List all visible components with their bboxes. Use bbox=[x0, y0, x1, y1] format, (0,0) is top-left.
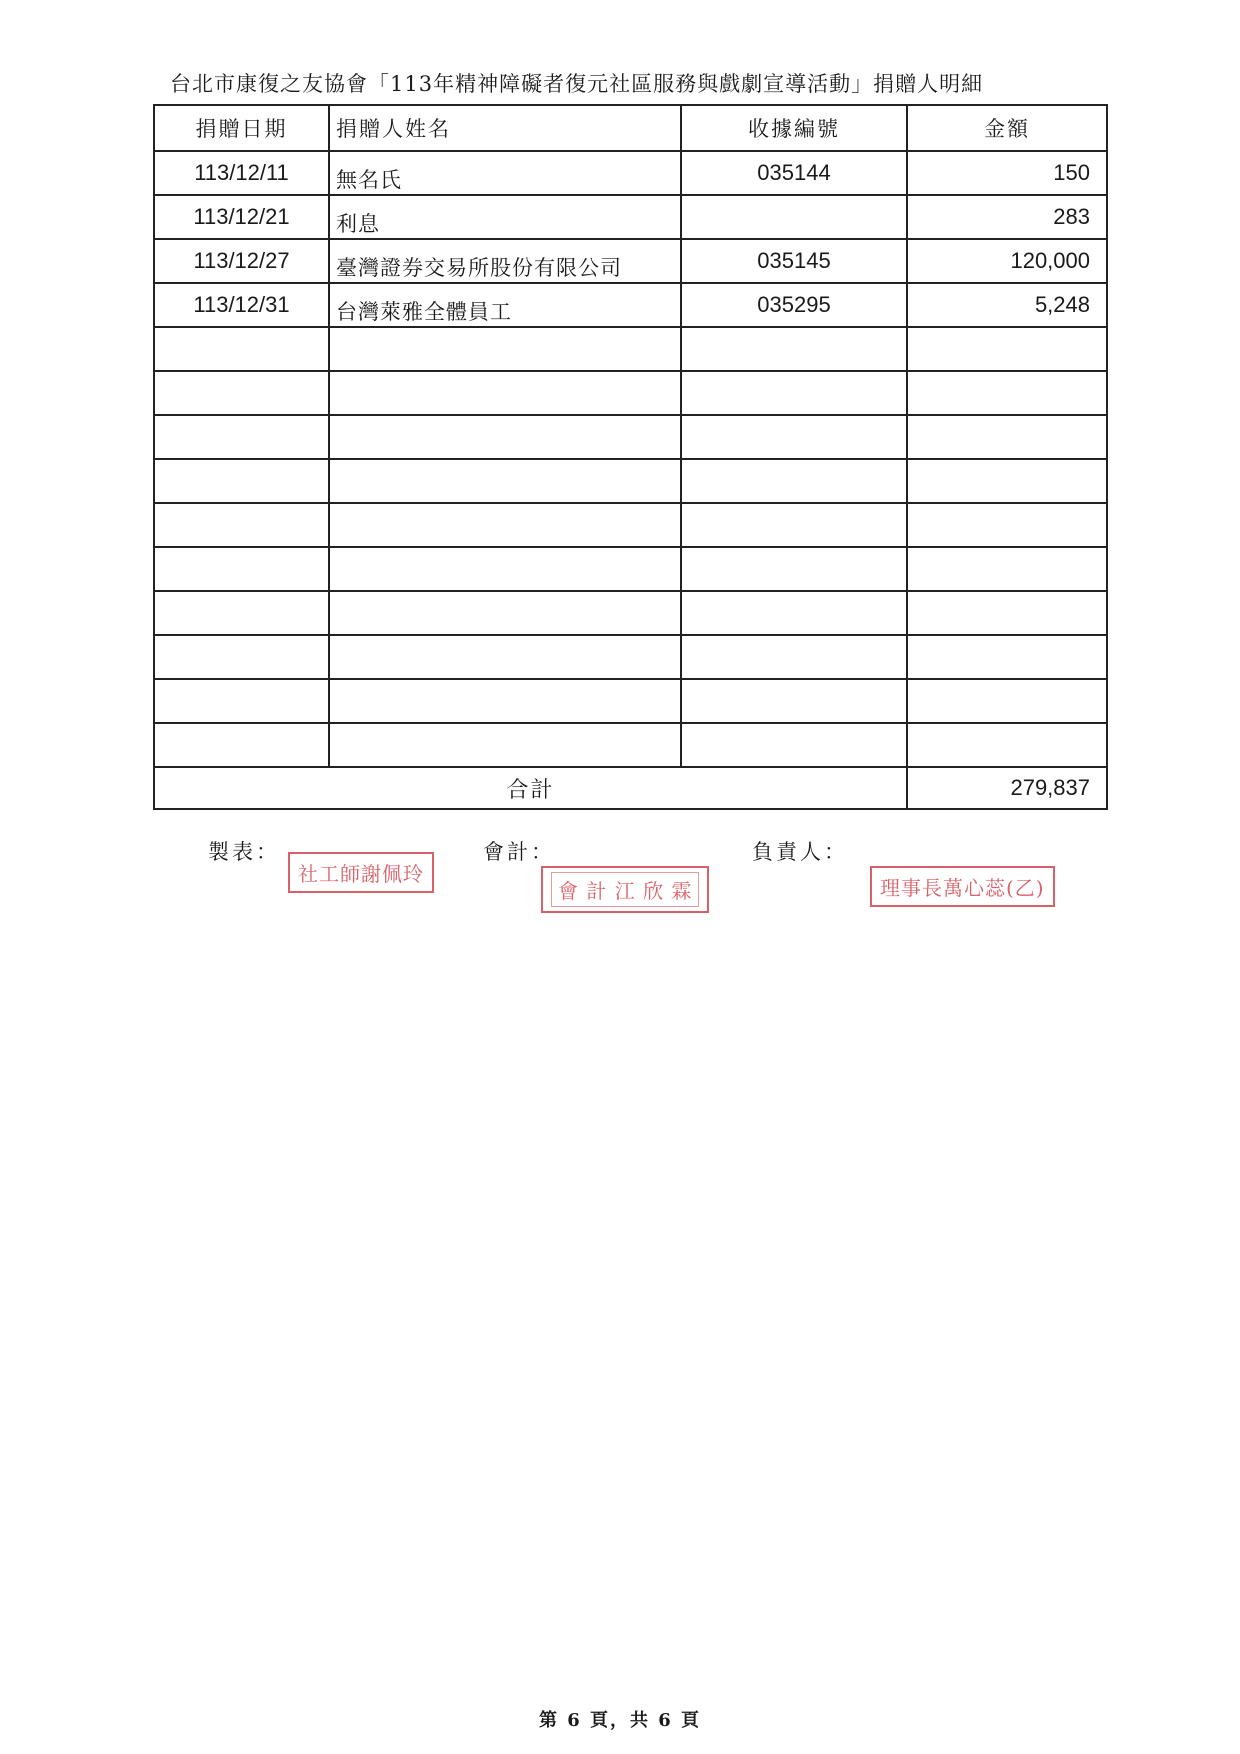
total-row bbox=[154, 767, 1107, 809]
table-header-row bbox=[154, 105, 1107, 151]
total-label: 合計 bbox=[154, 767, 907, 809]
responsible-stamp-text: 理事長萬心蕊(乙) bbox=[880, 876, 1045, 900]
cell-receipt-no bbox=[681, 503, 907, 547]
cell-amount bbox=[907, 679, 1107, 723]
cell-amount bbox=[907, 415, 1107, 459]
accountant-stamp-text: 會 計 江 欣 霖 bbox=[551, 872, 699, 907]
cell-date bbox=[154, 723, 329, 767]
donor-name-text: 利息 bbox=[336, 212, 380, 236]
page-number: 第 6 頁，共 6 頁 bbox=[538, 1710, 702, 1731]
table-row bbox=[154, 283, 1107, 327]
cell-date: 113/12/21 bbox=[154, 195, 329, 239]
cell-date bbox=[154, 635, 329, 679]
cell-donor-name bbox=[329, 195, 681, 239]
table-row bbox=[154, 371, 1107, 415]
accountant-stamp bbox=[541, 866, 709, 913]
table-row bbox=[154, 415, 1107, 459]
header-receipt: 收據編號 bbox=[681, 105, 907, 151]
cell-receipt-no: 035295 bbox=[681, 283, 907, 327]
donor-table bbox=[153, 104, 1108, 810]
responsible-label: 負責人： bbox=[752, 840, 848, 864]
header-amount: 金額 bbox=[907, 105, 1107, 151]
cell-receipt-no: 035145 bbox=[681, 239, 907, 283]
cell-donor-name bbox=[329, 239, 681, 283]
cell-amount bbox=[907, 635, 1107, 679]
document-title: 台北市康復之友協會「113年精神障礙者復元社區服務與戲劇宣導活動」捐贈人明細 bbox=[170, 72, 984, 96]
cell-amount bbox=[907, 327, 1107, 371]
cell-receipt-no bbox=[681, 679, 907, 723]
cell-receipt-no bbox=[681, 195, 907, 239]
cell-date bbox=[154, 415, 329, 459]
cell-date: 113/12/31 bbox=[154, 283, 329, 327]
cell-donor-name bbox=[329, 723, 681, 767]
table-row bbox=[154, 195, 1107, 239]
table-row bbox=[154, 151, 1107, 195]
cell-date bbox=[154, 327, 329, 371]
cell-receipt-no bbox=[681, 371, 907, 415]
prepared-by-stamp bbox=[288, 852, 434, 893]
cell-date: 113/12/11 bbox=[154, 151, 329, 195]
header-date: 捐贈日期 bbox=[154, 105, 329, 151]
cell-receipt-no bbox=[681, 635, 907, 679]
cell-amount: 120,000 bbox=[907, 239, 1107, 283]
prepared-by-label: 製表： bbox=[208, 840, 280, 864]
cell-receipt-no bbox=[681, 327, 907, 371]
table-row bbox=[154, 679, 1107, 723]
cell-receipt-no bbox=[681, 723, 907, 767]
cell-date bbox=[154, 591, 329, 635]
donor-name-text: 台灣萊雅全體員工 bbox=[336, 300, 512, 324]
table-row bbox=[154, 591, 1107, 635]
cell-receipt-no bbox=[681, 459, 907, 503]
cell-donor-name bbox=[329, 591, 681, 635]
cell-amount bbox=[907, 459, 1107, 503]
cell-donor-name bbox=[329, 415, 681, 459]
accountant-label: 會計： bbox=[483, 840, 555, 864]
prepared-by-stamp-text: 社工師謝佩玲 bbox=[298, 862, 424, 886]
cell-donor-name bbox=[329, 503, 681, 547]
cell-amount bbox=[907, 547, 1107, 591]
responsible-stamp bbox=[870, 866, 1055, 907]
header-name: 捐贈人姓名 bbox=[329, 105, 681, 151]
cell-date bbox=[154, 503, 329, 547]
cell-receipt-no: 035144 bbox=[681, 151, 907, 195]
cell-amount bbox=[907, 371, 1107, 415]
cell-donor-name bbox=[329, 283, 681, 327]
total-amount: 279,837 bbox=[907, 767, 1107, 809]
cell-donor-name bbox=[329, 151, 681, 195]
cell-amount: 150 bbox=[907, 151, 1107, 195]
cell-receipt-no bbox=[681, 547, 907, 591]
cell-date bbox=[154, 547, 329, 591]
cell-donor-name bbox=[329, 459, 681, 503]
table-row bbox=[154, 503, 1107, 547]
cell-receipt-no bbox=[681, 415, 907, 459]
table-row bbox=[154, 239, 1107, 283]
cell-amount bbox=[907, 591, 1107, 635]
cell-amount bbox=[907, 723, 1107, 767]
donor-name-text: 臺灣證券交易所股份有限公司 bbox=[336, 256, 622, 280]
cell-amount bbox=[907, 503, 1107, 547]
cell-donor-name bbox=[329, 327, 681, 371]
cell-receipt-no bbox=[681, 591, 907, 635]
cell-amount: 5,248 bbox=[907, 283, 1107, 327]
table-row bbox=[154, 723, 1107, 767]
cell-donor-name bbox=[329, 371, 681, 415]
table-row bbox=[154, 327, 1107, 371]
cell-donor-name bbox=[329, 547, 681, 591]
donor-name-text: 無名氏 bbox=[336, 168, 402, 192]
cell-date bbox=[154, 679, 329, 723]
cell-date bbox=[154, 459, 329, 503]
table-row bbox=[154, 547, 1107, 591]
cell-date bbox=[154, 371, 329, 415]
table-row bbox=[154, 635, 1107, 679]
cell-donor-name bbox=[329, 635, 681, 679]
cell-date: 113/12/27 bbox=[154, 239, 329, 283]
cell-amount: 283 bbox=[907, 195, 1107, 239]
table-row bbox=[154, 459, 1107, 503]
cell-donor-name bbox=[329, 679, 681, 723]
